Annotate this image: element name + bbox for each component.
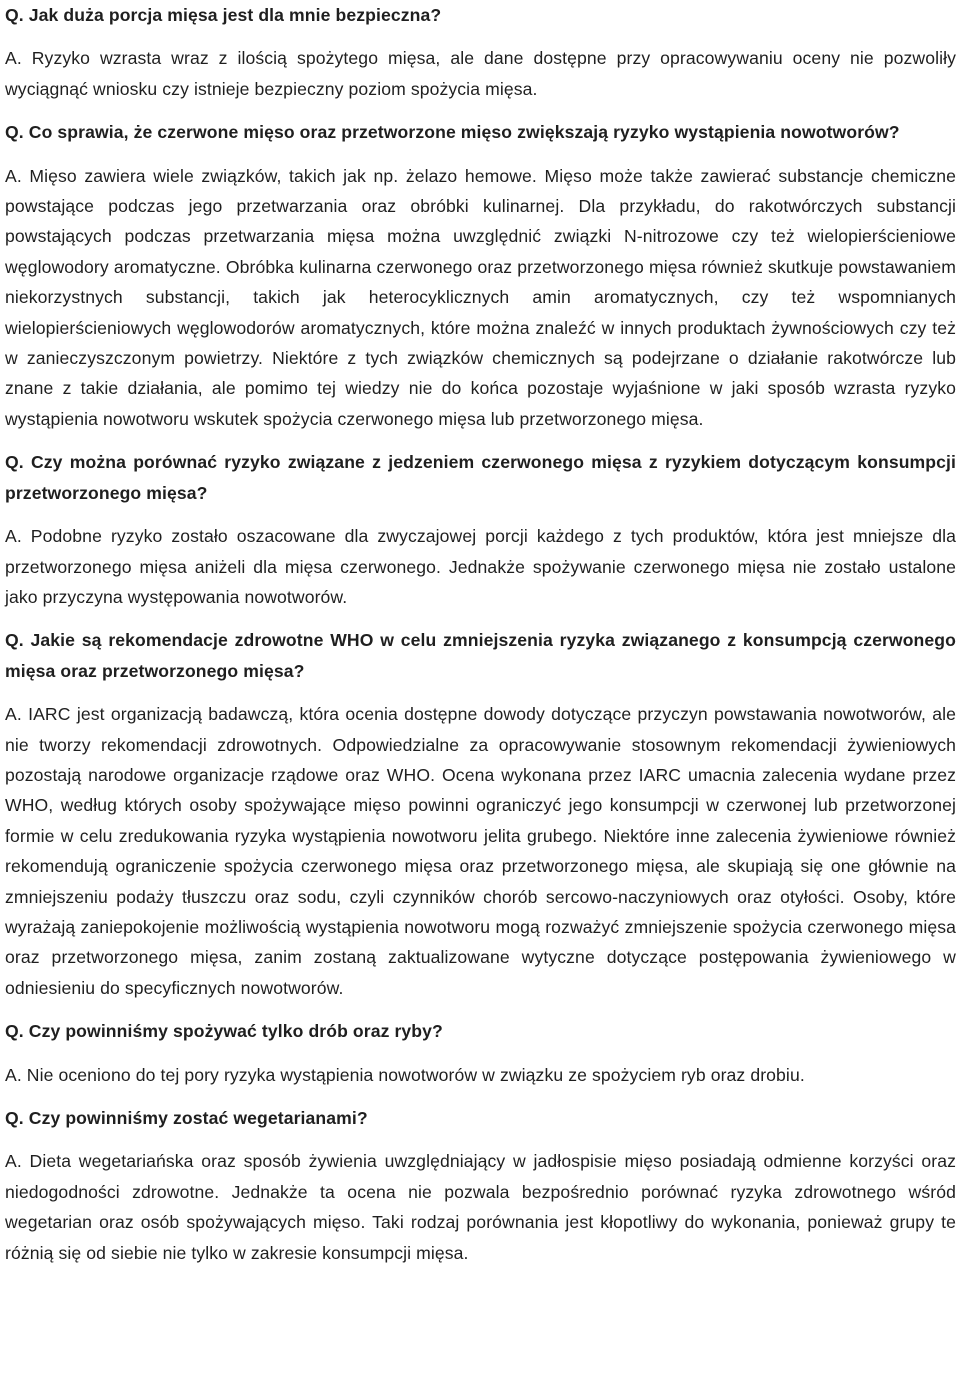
answer-paragraph: A. Ryzyko wzrasta wraz z ilością spożytego mięsa, ale dane dostępne przy opracowywaniu oceny nie pozwoliły wyciągnąć wniosku czy istnieje bezpieczny poziom spożycia mięsa. [5, 48, 956, 99]
question-heading: Q. Czy powinniśmy zostać wegetarianami? [5, 1108, 368, 1128]
answer-paragraph: A. Nie oceniono do tej pory ryzyka wystąpienia nowotworów w związku ze spożyciem ryb oraz drobiu. [5, 1064, 805, 1085]
document-page [5, 0, 956, 1268]
question-heading: Q. Jak duża porcja mięsa jest dla mnie bezpieczna? [5, 5, 442, 25]
question-heading: Q. Czy można porównać ryzyko związane z jedzeniem czerwonego mięsa z ryzykiem dotyczącym konsumpcji przetworzonego mięsa? [5, 452, 956, 503]
answer-paragraph: A. Podobne ryzyko zostało oszacowane dla zwyczajowej porcji każdego z tych produktów, która jest mniejsze dla przetworzonego mięsa aniżeli dla mięsa czerwonego. Jednakże spożywanie czerwonego mięsa nie zostało ustalone jako przyczyna występowania nowotworów. [5, 526, 956, 607]
question-heading: Q. Czy powinniśmy spożywać tylko drób oraz ryby? [5, 1021, 443, 1042]
answer-paragraph: A. IARC jest organizacją badawczą, która ocenia dostępne dowody dotyczące przyczyn powstawania nowotworów, ale nie tworzy rekomendacji zdrowotnych. Odpowiedzialne za opracowywanie stosownym rekomendacji żywieniowych pozostają narodowe organizacje rządowe oraz WHO. Ocena wykonana przez IARC umacnia zalecenia wydane przez WHO, według których osoby spożywające mięso powinni ograniczyć jego konsumpcji w czerwonej lub przetworzonej formie w celu zredukowania ryzyka wystąpienia nowotworu jelita grubego. Niektóre inne zalecenia żywieniowe również rekomendują ograniczenie spożycia czerwonego mięsa oraz przetworzonego mięsa, ale skupiają się one głównie na zmniejszeniu podaży tłuszczu oraz sodu, czyli czynników chorób sercowo-naczyniowych oraz otyłości. Osoby, które wyrażają zaniepokojenie możliwością wystąpienia nowotworu mogą rozważyć zmniejszenie spożycia czerwonego mięsa oraz przetworzonego mięsa, zanim zostaną zaktualizowane wytyczne dotyczące postępowania żywieniowego w odniesieniu do specyficznych nowotworów. [5, 704, 956, 998]
question-heading: Q. Co sprawia, że czerwone mięso oraz przetworzone mięso zwiększają ryzyko wystąpienia nowotworów? [5, 122, 900, 143]
question-heading: Q. Jakie są rekomendacje zdrowotne WHO w celu zmniejszenia ryzyka związanego z konsumpcją czerwonego mięsa oraz przetworzonego mięsa? [5, 630, 956, 681]
answer-paragraph: A. Mięso zawiera wiele związków, takich jak np. żelazo hemowe. Mięso może także zawierać substancje chemiczne powstające podczas jego przetwarzania oraz obróbki kulinarnej. Dla przykładu, do rakotwórczych substancji powstających podczas przetwarzania mięsa można uwzględnić związki N-nitrozowe czy też wielopierścieniowe węglowodory aromatyczne. Obróbka kulinarna czerwonego oraz przetworzonego mięsa również skutkuje powstawaniem niekorzystnych substancji, takich jak heterocyklicznych amin aromatycznych, czy też wspomnianych wielopierścieniowych węglowodorów aromatycznych, które można znaleźć w innych produktach żywnościowych czy też w zanieczyszczonym powietrzy. Niektóre z tych związków chemicznych są podejrzane o działanie rakotwórcze lub znane z takie działania, ale pomimo tej wiedzy nie do końca pozostaje wyjaśnione w jaki sposób wzrasta ryzyko wystąpienia nowotworu wskutek spożycia czerwonego mięsa lub przetworzonego mięsa. [5, 165, 956, 429]
answer-paragraph: A. Dieta wegetariańska oraz sposób żywienia uwzględniający w jadłospisie mięso posiadają odmienne korzyści oraz niedogodności zdrowotne. Jednakże ta ocena nie pozwala bezpośrednio porównać ryzyka zdrowotnego wśród wegetarian oraz osób spożywających mięso. Taki rodzaj porównania jest kłopotliwy do wykonania, ponieważ grupy te różnią się od siebie nie tylko w zakresie konsumpcji mięsa. [5, 1151, 956, 1263]
